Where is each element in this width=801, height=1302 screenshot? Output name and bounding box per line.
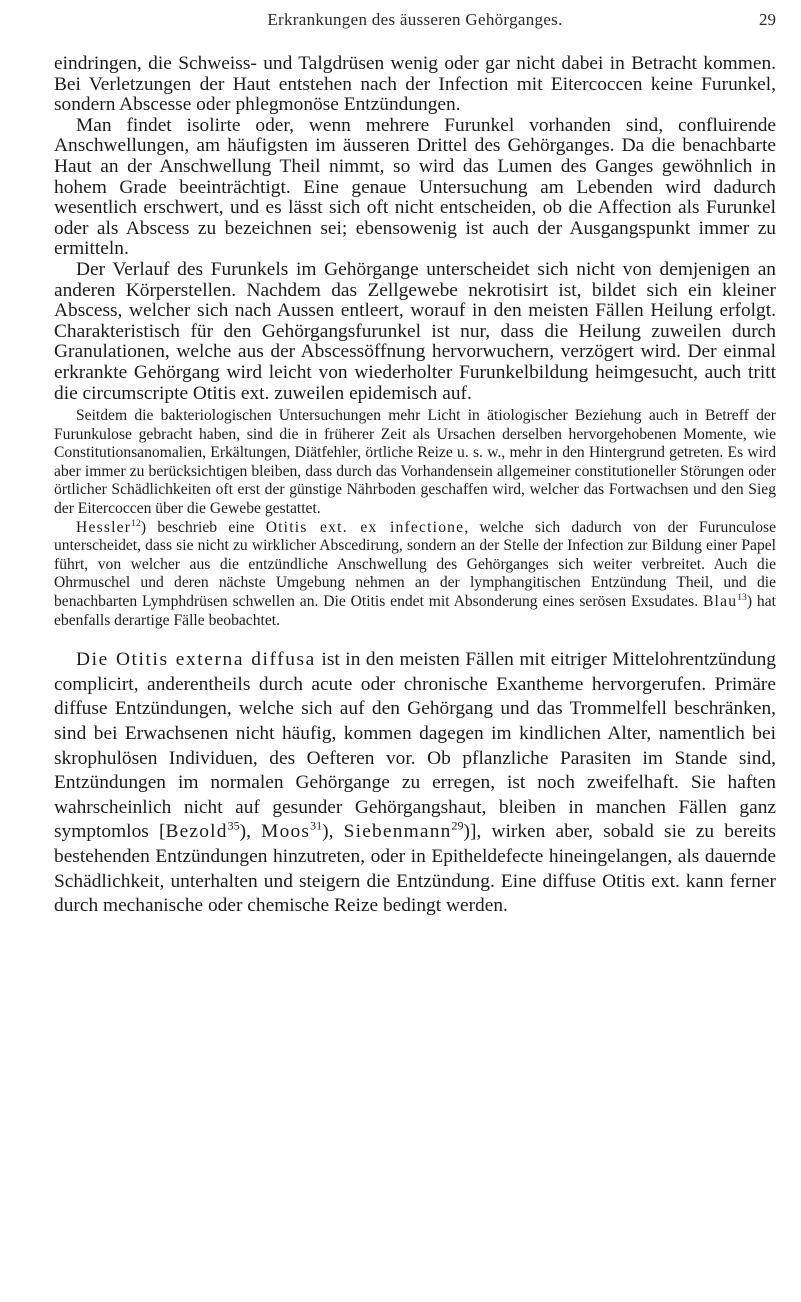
text-run: ), [239, 821, 262, 843]
emphasized-term: Otitis ext. ex infectione [265, 518, 465, 536]
paragraph-verlauf: Der Verlauf des Furunkels im Gehörgange unterscheidet sich nicht von demjenigen an anderen Körperstellen. Nachdem das Zellgewebe nekrotisirt ist, bildet sich ein kleiner Abscess, welcher sich nach Aussen entleert, worauf in den meisten Fällen Heilung erfolgt. Charakteristisch für den Gehörgangsfurunkel ist nur, dass die Heilung zuweilen durch Granulationen, welche aus der Abscessöffnung hervorwuchern, verzögert wird. Der einmal erkrankte Gehörgang wird leicht von wiederholter Furunkelbildung heimgesucht, auch tritt die circumscripte Otitis ext. zuweilen epidemisch auf. [54, 258, 776, 404]
reference-number: 35 [227, 818, 240, 833]
author-name: Blau [702, 593, 738, 611]
page-number: 29 [759, 10, 776, 29]
author-name: Hessler [76, 518, 132, 536]
reference-number: 12 [131, 517, 141, 529]
section-term: Die Otitis externa diffusa [76, 649, 316, 671]
author-name: Bezold [165, 821, 228, 843]
author-name: Moos [261, 821, 311, 843]
small-print-section [54, 407, 776, 630]
text-run: )], wirken aber, sobald sie zu bereits bestehenden Entzündungen hinzutreten, oder in Epitheldefecte hineingelangen, als dauernde Schädlichkeit, unterhalten und steigern die Entzündung. Eine diffuse Otitis ext. kann ferner durch mechanische oder chemische Reize bedingt werden. [54, 821, 776, 917]
paragraph-hessler [54, 519, 776, 631]
reference-number: 31 [310, 818, 323, 833]
main-text [54, 54, 776, 404]
running-head [54, 10, 776, 36]
paragraph-anschwellungen: Man findet isolirte oder, wenn mehrere Furunkel vorhanden sind, confluirende Anschwellungen, am häufigsten im äusseren Drittel des Gehörganges. Da die benachbarte Haut an der Anschwellung Theil nimmt, so wird das Lumen des Ganges gewöhnlich in hohem Grade beeinträchtigt. Eine genaue Untersuchung am Lebenden wird dadurch wesentlich erschwert, und es lässt sich oft nicht entscheiden, ob die Affection als Furunkel oder als Abscess zu bezeichnen sei; ebensowenig ist auch der Ausgangspunkt immer zu ermitteln. [54, 114, 776, 260]
running-title: Erkrankungen des äusseren Gehörganges. [267, 10, 563, 29]
paragraph-otitis-diffusa [54, 648, 776, 919]
text-run: ) hat ebenfalls derartige Fälle beobachtet. [54, 593, 776, 629]
author-name: Siebenmann [343, 821, 452, 843]
body-text [54, 54, 776, 919]
text-run: ), [322, 821, 344, 843]
reference-number: 13 [737, 591, 747, 603]
section-otitis-diffusa [54, 648, 776, 919]
paragraph-bakteriologie: Seitdem die bakteriologischen Untersuchungen mehr Licht in ätiologischer Beziehung auch in Betreff der Furunkulose gebracht haben, sind die in früherer Zeit als Ursachen derselben hervorgehobenen Momente, wie Constitutionsanomalien, Erkältungen, Diätfehler, örtliche Reize u. s. w., mehr in den Hintergrund getreten. Es wird aber immer zu berücksichtigen bleiben, dass durch das Vorhandensein allgemeiner constitutioneller Störungen oder örtlicher Schädlichkeiten oft erst der günstige Nährboden geschaffen wird, welcher das Fortwachsen und den Sieg der Eitercoccen über die Gewebe gestattet. [54, 407, 776, 518]
paragraph-continuation: eindringen, die Schweiss- und Talgdrüsen wenig oder gar nicht dabei in Betracht kommen. Bei Verletzungen der Haut entstehen nach der Infection mit Eitercoccen keine Furunkel, sondern Abscesse oder phlegmonöse Entzündungen. [54, 53, 776, 116]
text-run: , welche sich dadurch von der Furunculose unterscheidet, dass sie nicht zu wirklicher Abscedirung, sondern an der Stelle der Infection zur Bildung einer Papel führt, von welcher aus die entzündliche Anschwellung des Gehörganges sich weiter verbreitet. Auch die Ohrmuschel und deren nächste Umgebung nehmen an der lymphangitischen Entzündung Theil, und die benachbarten Lymphdrüsen schwellen an. Die Otitis endet mit Absonderung eines serösen Exsudates. [54, 518, 776, 611]
text-run: ist in den meisten Fällen mit eitriger Mittelohrentzündung complicirt, anderentheils durch acute oder chronische Exantheme hervorgerufen. Primäre diffuse Entzündungen, welche sich auf den Gehörgang und das Trommelfell beschränken, sind bei Erwachsenen nicht häufig, kommen dagegen im kindlichen Alter, namentlich bei skrophulösen Individuen, des Oefteren vor. Ob pflanzliche Parasiten im Stande sind, Entzündungen im normalen Gehörgange zu erregen, ist noch zweifelhaft. Sie haften wahrscheinlich nicht auf gesunder Gehörgangshaut, bleiben in manchen Fällen ganz symptomlos [ [54, 649, 776, 843]
reference-number: 29 [451, 818, 464, 833]
text-run: ) beschrieb eine [140, 518, 266, 536]
